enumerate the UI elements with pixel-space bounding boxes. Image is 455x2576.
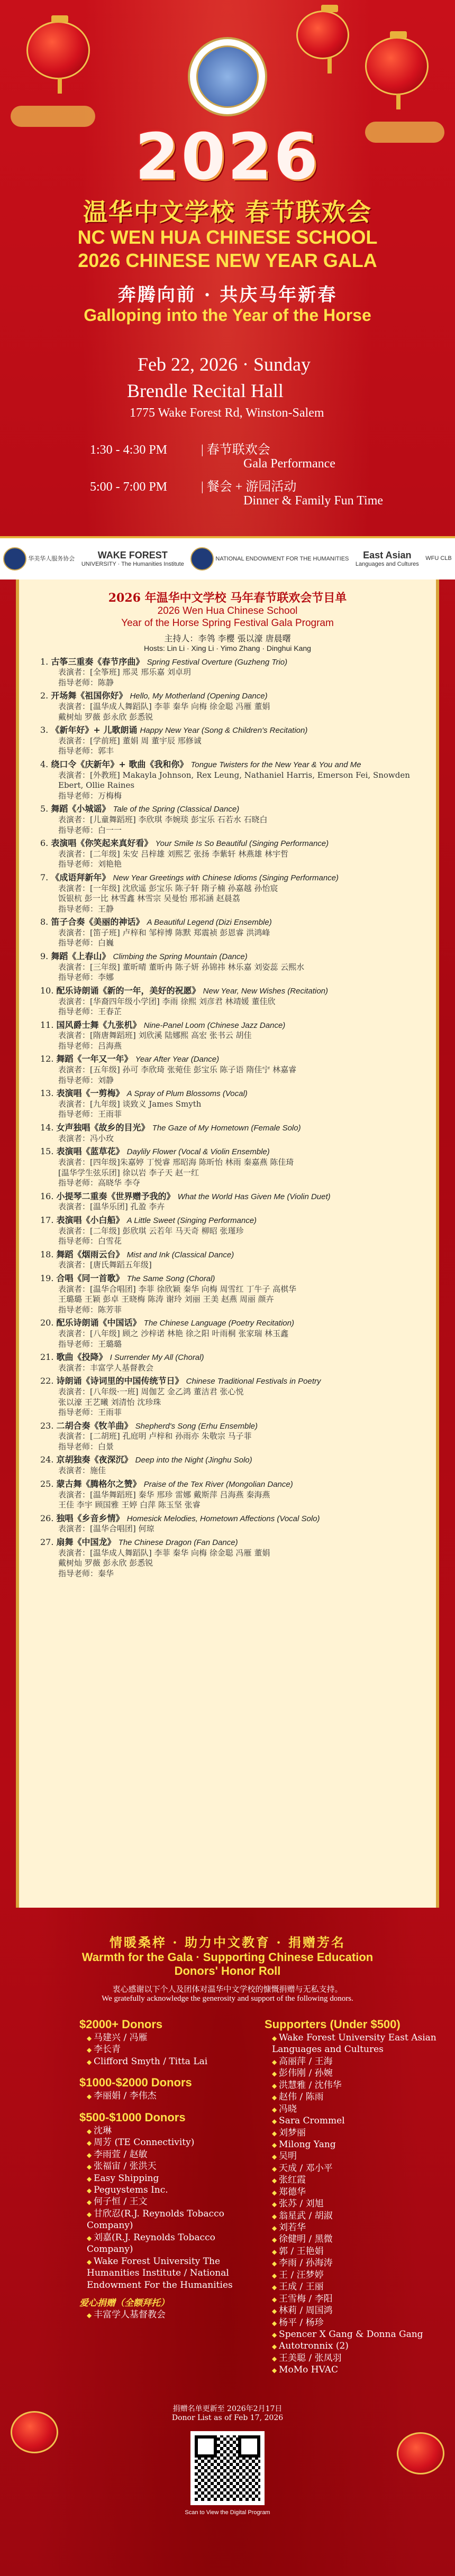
event-venue: Brendle Recital Hall: [127, 380, 284, 401]
donor-name: ◆ 刘梦丽: [265, 2127, 439, 2139]
performers: 表演者：丰富学人基督教会: [58, 1363, 154, 1373]
program-list: [16, 579, 439, 1908]
donor-name: ◆ 周芳 (TE Connectivity): [79, 2137, 254, 2148]
donor-name: ◆ Milong Yang: [265, 2139, 439, 2150]
performers: [温华学生弦乐团] 徐以岩 李子天 赵一红: [58, 1167, 199, 1177]
program-hosts-cn: 主持人：李鸰 李櫻 張以濠 唐晨曙: [164, 633, 291, 643]
donor-name: ◆ Easy Shipping: [79, 2173, 254, 2184]
donor-name: ◆ 李丽娟 / 李伟杰: [79, 2090, 254, 2102]
donor-thanks-en: We gratefully acknowledge the generosity and support of the following donors.: [102, 1994, 353, 2003]
program-item: 18. 舞蹈《烟雨云台》 Mist and Ink (Classical Dance) 表演者：[唐氏舞蹈五年级]: [40, 1249, 415, 1271]
sponsor-logo: East Asian Languages and Cultures: [355, 549, 419, 568]
neh-seal-icon: [190, 547, 214, 571]
donor-column-right: [265, 2009, 439, 2376]
donor-name: ◆ 王雪梅 / 李阳: [265, 2293, 439, 2305]
performers: 表演者：[八年级] 顾之 沙梓诺 林艳 徐之阳 叶雨桐 张家瑞 林玉鑫: [58, 1329, 289, 1339]
director: 指导老师：白一一: [58, 825, 122, 835]
donor-name: ◆ Peguystems Inc.: [79, 2184, 254, 2196]
performers: 表演者：[隋唐舞蹈班] 刘欣溪 陆娜熙 高宏 张书云 胡佳: [58, 1031, 252, 1041]
performers: 表演者：[温华合唱团] 李菲 徐欣颖 秦华 向梅 周雪红 丁牛子 高棋华: [58, 1284, 297, 1294]
donor-footer: 捐赠名单更新至 2026年2月17日 Donor List as of Feb 17, 2026: [171, 2405, 284, 2422]
program-item: 8. 笛子合奏《美丽的神话》 A Beautiful Legend (Dizi Ensemble) 表演者：[笛子班] 卢梓和 邹梓博 陈默 郑震祯 彭恩睿 洪鸿峰 指导老师：白巍: [40, 917, 415, 949]
program-item: 16. 小提琴二重奏《世界赠予我的》 What the World Has Given Me (Violin Duet) 表演者：[温华乐团] 孔盈 李卉: [40, 1191, 415, 1212]
program-item: 22. 诗朗诵《诗词里的中国传统节日》 Chinese Traditional Festivals in Poetry 表演者：[八年级·一班] 周伽艺 金乙鸿 董洁君 张心悦 张以濠 王艺曦 刘清怡 沈珍珠 指导老师：王雨菲: [40, 1376, 415, 1418]
slogan-cn: 奔腾向前 · 共庆马年新春: [117, 284, 338, 306]
lantern-icon: [397, 2432, 444, 2474]
director: 指导老师：白巍: [58, 938, 114, 948]
performers: 表演者：[四年级]朱嘉婷 丁悦睿 邢昭海 陈昕怡 林雨 秦嘉燕 陈佳琦: [58, 1157, 294, 1167]
performers: 表演者：[外教班] Makayla Johnson, Rex Leung, Nathaniel Harris, Emerson Fei, Snowden Ebert, Ollie Raines: [58, 770, 410, 790]
qr-label: Scan to View the Digital Program: [185, 2509, 270, 2516]
director: 指导老师：王静: [58, 904, 114, 914]
donor-name: ◆ 冯晓: [265, 2103, 439, 2115]
donor-name: ◆ 徐健明 / 黑微: [265, 2233, 439, 2245]
donor-name: ◆ 洪慧雅 / 沈伟华: [265, 2080, 439, 2091]
title-en-gala: 2026 CHINESE NEW YEAR GALA: [78, 250, 377, 271]
donor-name: ◆ 王成 / 王丽: [265, 2281, 439, 2293]
program-item: 5. 舞蹈《小城谣》 Tale of the Spring (Classical Dance) 表演者：[儿童舞蹈班] 李欣琪 李婉琰 彭宝乐 石若水 石晓白 指导老师：白一一: [40, 804, 415, 835]
donor-name: ◆ 赵伟 / 陈雨: [265, 2091, 439, 2103]
donor-name: ◆ Wake Forest University The Humanities Institute / National Endowment For the Humanities: [79, 2256, 254, 2291]
performers: 表演者：[温华成人舞蹈队] 李菲 秦华 向梅 徐金聪 冯雁 董娟: [58, 702, 270, 712]
program-item: 7. 《成语拜新年》 New Year Greetings with Chinese Idioms (Singing Performance) 表演者：[一年级] 沈欣遥 彭宝乐 陈子轩 隋子楠 孙嘉越 孙怡宸 饭银杭 彭一比 林雪鑫 林雪宗 吴曼怡 邢祁涵 赵晨荔 指导老师：王静: [40, 872, 415, 914]
director: 指导老师：秦华: [58, 1568, 114, 1578]
director: 指导老师：王雨菲: [58, 1109, 122, 1119]
donor-name: ◆ 天成 / 邓小平: [265, 2163, 439, 2174]
donor-name: ◆ 林莉 / 周国鸿: [265, 2305, 439, 2316]
program-item: 1. 古筝三重奏《春节序曲》 Spring Festival Overture (Guzheng Trio) 表演者：[全筝班] 邢灵 邢乐嘉 刘卓玥 指导老师：陈静: [40, 657, 415, 688]
director: 指导老师：万梅梅: [58, 790, 122, 801]
donor-name: ◆ 张红霞: [265, 2174, 439, 2186]
sponsor-logo: 华美华人服务协会: [3, 547, 75, 571]
donor-name: ◆ 丰富学人基督教会: [79, 2309, 254, 2321]
performers: 表演者：[九年级] 谈致义 James Smyth: [58, 1099, 202, 1109]
event-address: 1775 Wake Forest Rd, Winston-Salem: [130, 406, 324, 420]
donor-name: ◆ 刘嘉(R.J. Reynolds Tobacco Company): [79, 2232, 254, 2256]
donor-name: ◆ 张福宙 / 张洪天: [79, 2160, 254, 2172]
program-item: 12. 舞蹈《一年又一年》 Year After Year (Dance) 表演者：[五年级] 孙可 李欣琦 张菀佳 彭宝乐 陈子语 隋佳宁 林嘉睿 指导老师：刘静: [40, 1054, 415, 1085]
donor-name: ◆ 吴明: [265, 2150, 439, 2162]
donor-name: ◆ 李雨萱 / 赵敏: [79, 2149, 254, 2160]
director: 指导老师：吕海燕: [58, 1041, 122, 1051]
performers: 张以濠 王艺曦 刘清怡 沈珍珠: [58, 1397, 161, 1407]
donor-name: ◆ 何子恒 / 王文: [79, 2196, 254, 2207]
qr-code[interactable]: [190, 2431, 265, 2505]
performers: 表演者：[二年级] 彭欣琪 云若年 马天奇 柳昭 张瑾珍: [58, 1226, 244, 1236]
program-item: 14. 女声独唱《故乡的目光》 The Gaze of My Hometown (Female Solo) 表演者：冯小玫: [40, 1123, 415, 1144]
performers: 表演者：[全筝班] 邢灵 邢乐嘉 刘卓玥: [58, 667, 192, 677]
sponsor-logo: WAKE FOREST UNIVERSITY · The Humanities Institute: [81, 549, 184, 568]
schedule-dinner: 5:00 - 7:00 PM | 餐会 + 游园活动 Dinner & Family Fun Time: [90, 480, 384, 508]
performers: 表演者：[笛子班] 卢梓和 邹梓博 陈默 郑震祯 彭恩睿 洪鸿峰: [58, 927, 270, 937]
program-item: 23. 二胡合奏《牧羊曲》 Shepherd's Song (Erhu Ensemble) 表演者：[二胡班] 孔庭明 卢梓和 孙雨亦 朱敬宗 马子菲 指导老师：白景: [40, 1421, 415, 1452]
title-cn: 温华中文学校 春节联欢会: [83, 198, 372, 226]
seal-icon: [3, 547, 26, 571]
performers: 表演者：[儿童舞蹈班] 李欣琪 李婉琰 彭宝乐 石若水 石晓白: [58, 815, 268, 825]
donor-header: [0, 1908, 455, 2003]
donor-title-en: Warmth for the Gala · Supporting Chinese Education: [81, 1951, 374, 1964]
program-item: 17. 表演唱《小白船》 A Little Sweet (Singing Performance) 表演者：[二年级] 彭欣琪 云若年 马天奇 柳昭 张瑾珍 指导老师：白雪花: [40, 1215, 415, 1247]
donor-name: ◆ 张苏 / 刘旭: [265, 2198, 439, 2210]
program-item: 24. 京胡独奏《夜深沉》 Deep into the Night (Jinghu Solo) 表演者：施佳: [40, 1455, 415, 1476]
performers: 表演者：[三年级] 董昕晴 董昕冉 陈子妍 孙锦祎 林乐嘉 刘姿蕊 云熙水: [58, 962, 305, 972]
tier-heading: $2000+ Donors: [79, 2018, 163, 2031]
performers: 戴树灿 罗薇 彭永欣 彭悉锐: [58, 712, 153, 722]
donor-name: ◆ Sara Crommel: [265, 2115, 439, 2127]
performers: 表演者：[一年级] 沈欣遥 彭宝乐 陈子轩 隋子楠 孙嘉越 孙怡宸: [58, 883, 278, 893]
tier-heading: $1000-$2000 Donors: [79, 2076, 192, 2090]
lantern-icon: [296, 11, 349, 59]
donor-name: ◆ 彭伟刚 / 孙婉: [265, 2067, 439, 2079]
performers: 戴树灿 罗薇 彭永欣 彭悉锐: [58, 1558, 153, 1568]
program-item: 26. 独唱《乡音乡情》 Homesick Melodies, Hometown Affections (Vocal Solo) 表演者：[温华合唱团] 何琼: [40, 1513, 415, 1534]
director: 指导老师：郭丰: [58, 746, 114, 756]
donor-name: ◆ 翁星武 / 胡淑: [265, 2210, 439, 2222]
director: 指导老师：王春芷: [58, 1007, 122, 1017]
tier-heading: Supporters (Under $500): [265, 2018, 401, 2031]
program-title-en: 2026 Wen Hua Chinese School: [157, 605, 298, 617]
performers: 表演者：[华裔四年级小学团] 李雨 徐熙 刘彦君 林靖媛 董佳欣: [58, 996, 276, 1006]
performers: 表演者：冯小玫: [58, 1133, 114, 1143]
donor-name: ◆ 王 / 汪梦婷: [265, 2269, 439, 2281]
director: 指导老师：王雨菲: [58, 1407, 122, 1418]
sponsor-logo: NATIONAL ENDOWMENT FOR THE HUMANITIES: [190, 547, 349, 571]
donor-name: ◆ MoMo HVAC: [265, 2364, 439, 2376]
performers: 表演者：施佳: [58, 1466, 106, 1476]
donor-title-cn: 情暖桑梓 · 助力中文教育 · 捐赠芳名: [109, 1935, 346, 1950]
donor-column-left: [79, 2009, 254, 2321]
performers: 王佳 李宇 顾国雅 王婷 白萍 陈玉坚 张睿: [58, 1500, 201, 1510]
program-item: 3. 《新年好》+ 儿歌朗诵 Happy New Year (Song & Children's Recitation) 表演者：[学前班] 董娟 周 董宇辰 邢修诚 指导老师：郭丰: [40, 725, 415, 757]
title-en-school: NC WEN HUA CHINESE SCHOOL: [77, 226, 378, 248]
donor-name: ◆ 郭 / 王艳娟: [265, 2246, 439, 2257]
donor-name: ◆ 甘欣忍(R.J. Reynolds Tobacco Company): [79, 2208, 254, 2232]
program-item: 13. 表演唱《一剪梅》 A Spray of Plum Blossoms (Vocal) 表演者：[九年级] 谈致义 James Smyth 指导老师：王雨菲: [40, 1088, 415, 1120]
donor-honor-roll-title: Donors' Honor Roll: [174, 1964, 281, 1977]
director: 指导老师：刘艳艳: [58, 859, 122, 869]
donor-name: ◆ 杨平 / 杨珍: [265, 2317, 439, 2329]
performers: 表演者：[学前班] 董娟 周 董宇辰 邢修诚: [58, 735, 202, 746]
director: 指导老师：陈静: [58, 677, 114, 687]
donor-name: ◆ 李长青: [79, 2044, 254, 2055]
program-item: 6. 表演唱《你笑起来真好看》 Your Smile Is So Beautiful (Singing Performance) 表演者：[二年级] 朱安 吕梓雄 刘熙艺 张扬 李紫轩 林燕雄 林宇哲 指导老师：刘艳艳: [40, 838, 415, 870]
program-item: 27. 扇舞《中国龙》 The Chinese Dragon (Fan Dance) 表演者：[温华成人舞蹈队] 李菲 秦华 向梅 徐金聪 冯雁 董娟 戴树灿 罗薇 彭永欣 彭悉锐 指导老师：秦华: [40, 1537, 415, 1579]
performers: 表演者：[温华乐团] 孔盈 李卉: [58, 1202, 165, 1212]
program-item: 21. 歌曲《投降》 I Surrender My All (Choral) 表演者：丰富学人基督教会: [40, 1352, 415, 1373]
performers: 表演者：[二胡班] 孔庭明 卢梓和 孙雨亦 朱敬宗 马子菲: [58, 1431, 252, 1441]
program-item: 25. 蒙古舞《腾格尔之赞》 Praise of the Tex River (Mongolian Dance) 表演者：[温华舞蹈班] 秦华 邢珍 雷娜 戴斯萍 吕海燕 秦海燕 王佳 李宇 顾国雅 王婷 白萍 陈玉坚 张睿: [40, 1479, 415, 1511]
anonymous-label: 爱心捐赠（全额拜托）: [79, 2297, 169, 2308]
slogan-en: Galloping into the Year of the Horse: [84, 306, 371, 325]
performers: 表演者：[二年级] 朱安 吕梓雄 刘熙艺 张扬 李紫轩 林燕雄 林宇哲: [58, 849, 289, 859]
director: 指导老师：高晓华 李夺: [58, 1178, 140, 1188]
director: 指导老师：王璐璐: [58, 1339, 122, 1349]
donor-name: ◆ 沈琳: [79, 2125, 254, 2137]
donor-name: ◆ Autotronnix (2): [265, 2340, 439, 2352]
director: 指导老师：白景: [58, 1441, 114, 1451]
lantern-icon: [26, 21, 90, 79]
program-title-cn: 2026 年温华中文学校 马年春节联欢会节目单: [108, 591, 347, 605]
program-item: 15. 表演唱《蓝草花》 Daylily Flower (Vocal & Violin Ensemble) 表演者：[四年级]朱嘉婷 丁悦睿 邢昭海 陈昕怡 林雨 秦嘉燕 陈佳琦 [温华学生弦乐团] 徐以岩 李子天 赵一红 指导老师：高晓华 李夺: [40, 1146, 415, 1188]
performers: 表演者：[温华合唱团] 何琼: [58, 1524, 154, 1534]
performers: 王璐璐 王颖 彭卓 王晓梅 陈涛 谢玲 刘丽 王美 赵燕 周丽 颜卉: [58, 1294, 274, 1304]
event-date: Feb 22, 2026 · Sunday: [138, 354, 311, 375]
program-item: 9. 舞蹈《上春山》 Climbing the Spring Mountain (Dance) 表演者：[三年级] 董昕晴 董昕冉 陈子妍 孙锦祎 林乐嘉 刘姿蕊 云熙水 指导老师：李娜: [40, 951, 415, 983]
donor-name: ◆ 李雨 / 孙海涛: [265, 2257, 439, 2269]
schedule-gala: 1:30 - 4:30 PM | 春节联欢会 Gala Performance: [90, 443, 335, 471]
donor-name: ◆ Spencer X Gang & Donna Gang: [265, 2329, 439, 2340]
program-item: 4. 绕口令《庆新年》+ 歌曲《我和你》 Tongue Twisters for the New Year & You and Me 表演者：[外教班] Makayla Johnson, Rex Leung, Nathaniel Harris, Emerson Fei, Snowden Ebert, Ollie Raines 指导老师：万梅梅: [40, 759, 415, 801]
director: 指导老师：陈芳菲: [58, 1304, 122, 1314]
program-item: 11. 国风爵士舞《九张机》 Nine-Panel Loom (Chinese Jazz Dance) 表演者：[隋唐舞蹈班] 刘欣溪 陆娜熙 高宏 张书云 胡佳 指导老师：吕海燕: [40, 1020, 415, 1052]
donor-name: ◆ 刘若华: [265, 2222, 439, 2233]
director: 指导老师：李娜: [58, 972, 114, 982]
program-item: 20. 配乐诗朗诵《中国话》 The Chinese Language (Poetry Recitation) 表演者：[八年级] 顾之 沙梓诺 林艳 徐之阳 叶雨桐 张家瑞 林玉鑫 指导老师：王璐璐: [40, 1318, 415, 1349]
program-items: [40, 657, 415, 1579]
year-title: 2026: [135, 121, 320, 194]
sponsor-logo: WFU CLB: [425, 555, 452, 562]
school-logo: [188, 37, 267, 116]
donor-name: ◆ Clifford Smyth / Titta Lai: [79, 2056, 254, 2067]
performers: 表演者：[五年级] 孙可 李欣琦 张菀佳 彭宝乐 陈子语 隋佳宁 林嘉睿: [58, 1065, 297, 1075]
performers: 表演者：[温华成人舞蹈队] 李菲 秦华 向梅 徐金聪 冯雁 董娟: [58, 1548, 270, 1558]
performers: 饭银杭 彭一比 林雪鑫 林雪宗 吴曼怡 邢祁涵 赵晨荔: [58, 894, 240, 904]
sponsor-logos: [0, 538, 455, 579]
program-item: 10. 配乐诗朗诵《新的一年，美好的祝愿》 New Year, New Wishes (Recitation) 表演者：[华裔四年级小学团] 李雨 徐熙 刘彦君 林靖媛 董佳欣 指导老师：王春芷: [40, 986, 415, 1017]
program-item: 19. 合唱《同一首歌》 The Same Song (Choral) 表演者：[温华合唱团] 李菲 徐欣颖 秦华 向梅 周雪红 丁牛子 高棋华 王璐璐 王颖 彭卓 王晓梅 陈涛 谢玲 刘丽 王美 赵燕 周丽 颜卉 指导老师：陈芳菲: [40, 1273, 415, 1315]
program-subtitle-en: Year of the Horse Spring Festival Gala Program: [121, 617, 334, 629]
donor-thanks-cn: 衷心感谢以下个人及团体对温华中文学校的慷慨捐赠与无私支持。: [112, 1984, 343, 1994]
director: 指导老师：白雪花: [58, 1236, 122, 1246]
performers: 表演者：[温华舞蹈班] 秦华 邢珍 雷娜 戴斯萍 吕海燕 秦海燕: [58, 1489, 270, 1499]
donor-name: ◆ Wake Forest University East Asian Languages and Cultures: [265, 2032, 439, 2056]
program-item: 2. 开场舞《祖国你好》 Hello, My Motherland (Opening Dance) 表演者：[温华成人舞蹈队] 李菲 秦华 向梅 徐金聪 冯雁 董娟 戴树灿 罗薇 彭永欣 彭悉锐: [40, 691, 415, 722]
tier-heading: $500-$1000 Donors: [79, 2110, 186, 2124]
director: 指导老师：刘静: [58, 1075, 114, 1085]
donor-name: ◆ 王美聪 / 张凤羽: [265, 2352, 439, 2364]
lantern-icon: [365, 37, 429, 95]
donor-name: ◆ 高丽萍 / 王海: [265, 2056, 439, 2067]
program-hosts-en: Hosts: Lin Li · Xing Li · Yimo Zhang · Dinghui Kang: [144, 643, 311, 652]
donor-name: ◆ 郑德华: [265, 2186, 439, 2198]
donor-name: ◆ 马建兴 / 冯雁: [79, 2032, 254, 2044]
performers: 表演者：[唐氏舞蹈五年级]: [58, 1260, 152, 1270]
performers: 表演者：[八年级·一班] 周伽艺 金乙鸿 董洁君 张心悦: [58, 1387, 244, 1397]
